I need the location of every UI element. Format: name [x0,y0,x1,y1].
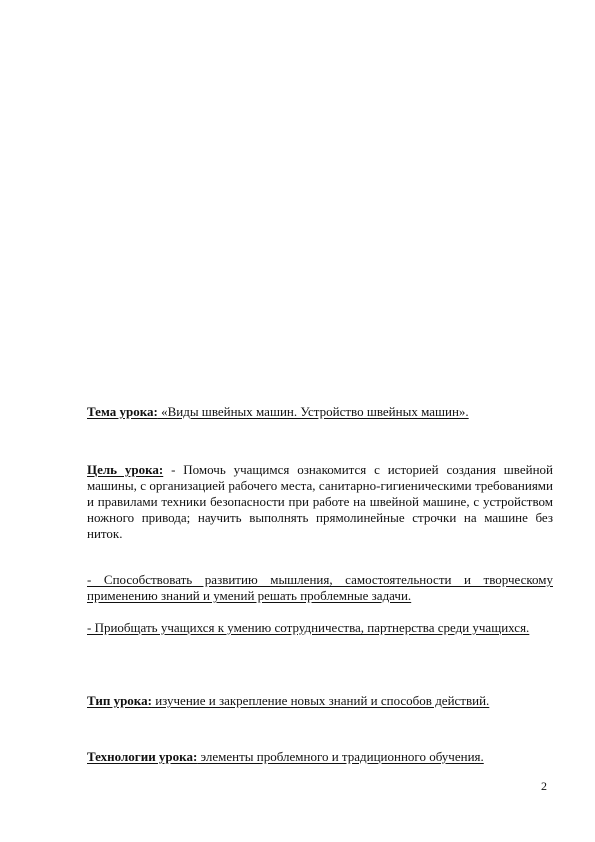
lesson-goal-item-2: - Приобщать учащихся к умению сотрудничества, партнерства среди учащихся. [87,620,530,635]
lesson-goal-item-1: - Способствовать развитию мышления, самостоятельности и творческому применению знаний и умений решать проблемные задачи. [87,572,553,603]
lesson-topic [87,404,553,420]
lesson-technologies-text: элементы проблемного и традиционного обучения. [197,749,484,764]
lesson-technologies-label: Технологии урока: [87,749,198,764]
page-number: 2 [541,779,547,793]
lesson-goal-label: Цель урока: [87,462,164,477]
lesson-type [87,693,553,709]
lesson-type-label: Тип урока: [87,693,152,708]
lesson-technologies [87,749,553,765]
lesson-type-text: изучение и закрепление новых знаний и способов действий. [151,693,490,708]
lesson-goal-text: - Помочь учащимся ознакомится с историей создания швейной машины, с организацией рабочего места, санитарно-гигиеническими требованиями и правилами техники безопасности при работе на швейной машине, с устройством ножного привода; научить выполнять прямолинейные строчки на машине без ниток. [87,462,553,541]
lesson-topic-label: Тема урока: [87,404,158,419]
lesson-topic-text: «Виды швейных машин. Устройство швейных машин». [157,404,469,419]
lesson-goal [87,462,553,542]
